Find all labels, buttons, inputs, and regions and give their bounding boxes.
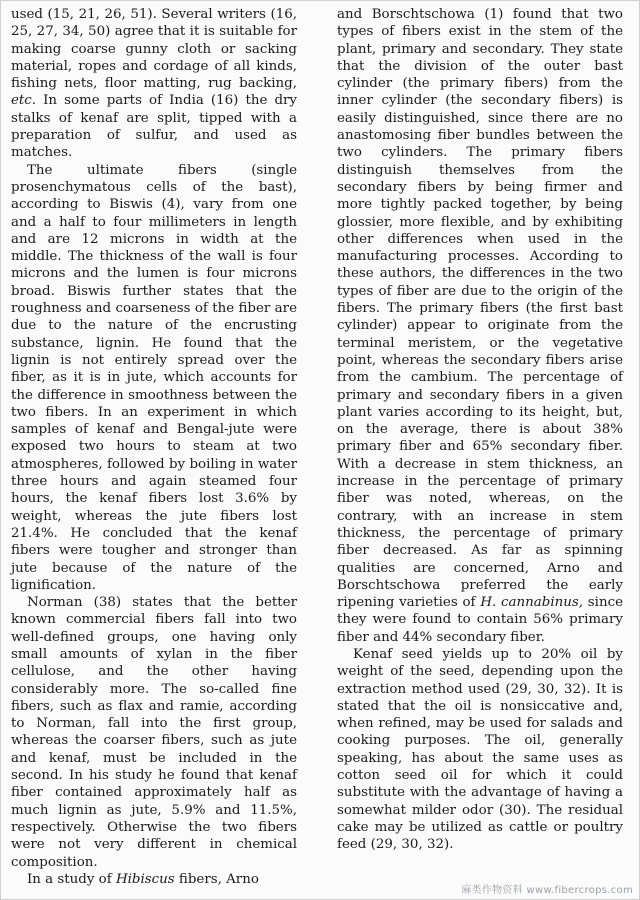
site-watermark: 麻类作物资料 www.fibercrops.com — [461, 885, 633, 896]
paragraph-uses-end: In some parts of India (16) the dry stalks of kenaf are split, tipped with a preparation of sulfur, and used as matches. — [11, 93, 297, 161]
hibiscus-study-end: fibers, Arno — [174, 871, 259, 887]
paragraph-norman: Norman (38) states that the better known commercial fibers fall into two well-defined groups, one having only small amounts of xylan in the fiber cellulose, and the other having considerably more. The so-called fine fibers, such as flax and ramie, according to Norman, fall into the first group, whereas the coarser fibers, such as jute and kenaf, must be included in the second. In his study he found that kenaf fiber contained approximately half as much lignin as jute, 5.9% and 11.5%, respectively. Otherwise the two fibers were not very different in chemical composition. — [11, 595, 297, 870]
hibiscus-italic: Hibiscus — [115, 871, 175, 887]
fiber-types-end: since they were found to contain 56% primary fiber and 44% secondary fiber. — [337, 595, 623, 645]
paragraph-hibiscus-study — [11, 871, 297, 888]
paragraph-uses — [11, 6, 297, 162]
paragraph-ultimate-fibers: The ultimate fibers (single prosenchymatous cells of the bast), according to Biswis (4), vary from one and a half to four millimeters in length and are 12 microns in width at the middle. The thickness of the wall is four microns and the lumen is four microns broad. Biswis further states that the roughness and coarseness of the fiber are due to the nature of the encrusting substance, lignin. He found that the lignin is not entirely spread over the fiber, as it is in jute, which accounts for the difference in smoothness between the two fibers. In an experiment in which samples of kenaf and Bengal-jute were exposed two hours to steam at two atmospheres, followed by boiling in water three hours and again steamed four hours, the kenaf fibers lost 3.6% by weight, whereas the jute fibers lost 21.4%. He concluded that the kenaf fibers were tougher and stronger than jute because of the nature of the lignification. — [11, 162, 297, 593]
species-italic: H. cannabinus, — [480, 595, 583, 611]
fiber-types-text: and Borschtschowa (1) found that two types of fibers exist in the stem of the plant, primary and secondary. They state that the division of the outer bast cylinder (the primary fibers) from the inner cylinder (the secondary fibers) is easily distinguished, since there are no anastomosing fiber bundles between the two cylinders. The primary fibers distinguish themselves from the secondary fibers by being firmer and more tightly packed together, by being glossier, more flexible, and by exhibiting other differences when used in the manufacturing processes. According to these authors, the differences in the two types of fiber are due to the origin of the fibers. The primary fibers (the first bast cylinder) appear to originate from the terminal meristem, or the vegetative point, whereas the secondary fibers arise from the cambium. The percentage of primary and secondary fibers in a given plant varies according to its height, but, on the average, there is about 38% primary fiber and 65% secondary fiber. With a decrease in stem thickness, an increase in the percentage of primary fiber was noted, whereas, on the contrary, with an increase in stem thickness, the percentage of primary fiber decreased. As far as spinning qualities are concerned, Arno and Borschtschowa preferred the early ripening varieties of — [337, 7, 623, 611]
hibiscus-study-start: In a study of — [27, 871, 116, 887]
paragraph-fiber-types — [337, 6, 623, 646]
paragraph-uses-text: used (15, 21, 26, 51). Several writers (16, 25, 27, 34, 50) agree that it is suitable for making coarse gunny cloth or sacking material, ropes and cordage of all kinds, fishing nets, floor matting, rug backing, — [11, 7, 297, 92]
paragraph-kenaf-seed-oil: Kenaf seed yields up to 20% oil by weight of the seed, depending upon the extraction method used (29, 30, 32). It is stated that the oil is nonsiccative and, when refined, may be used for salads and cooking purposes. The oil, generally speaking, has about the same uses as cotton seed oil for which it could substitute with the advantage of having a somewhat milder odor (30). The residual cake may be utilized as cattle or poultry feed (29, 30, 32). — [337, 646, 623, 853]
etc-italic: etc. — [11, 93, 37, 109]
right-column — [337, 6, 623, 854]
left-column — [11, 6, 297, 888]
